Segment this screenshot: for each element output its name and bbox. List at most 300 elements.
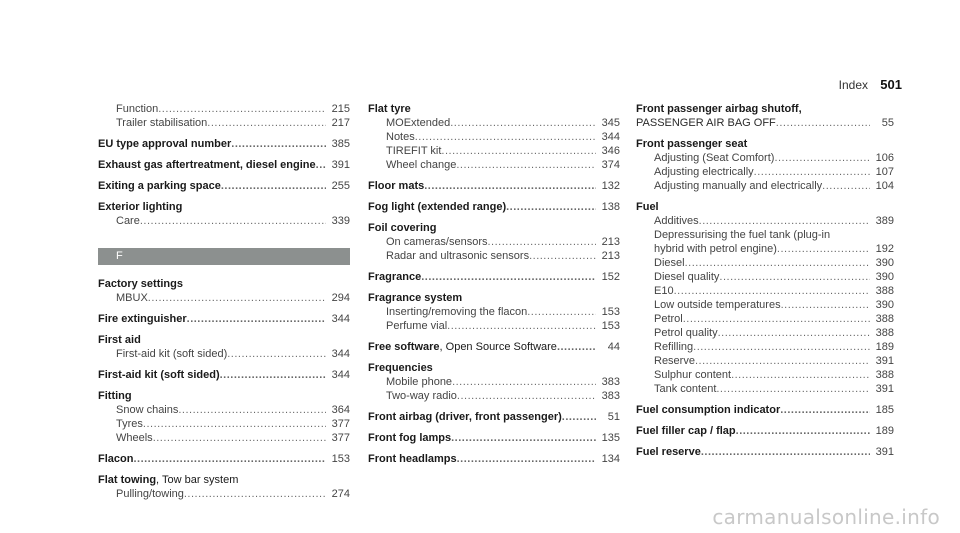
page-ref: 107 <box>875 166 894 178</box>
entry-term <box>636 116 776 130</box>
entry-term <box>116 116 207 130</box>
index-subentry <box>98 417 350 431</box>
entry-term-text: Tyres <box>116 418 143 430</box>
entry-term <box>98 200 182 214</box>
index-subentry <box>368 158 620 172</box>
index-subentry <box>368 235 620 249</box>
entry-term <box>636 403 780 417</box>
entry-term <box>654 298 781 312</box>
index-column-2 <box>368 102 620 466</box>
dot-leader <box>776 116 870 130</box>
entry-term-text: Tank content <box>654 383 717 395</box>
index-subentry <box>636 179 894 193</box>
entry-term-text: Radar and ultrasonic sensors <box>386 250 530 262</box>
index-entry <box>98 312 350 326</box>
entry-term-text: Exiting a parking space <box>98 180 221 192</box>
index-entry <box>368 221 620 235</box>
entry-term <box>654 354 695 368</box>
page-ref: 344 <box>601 131 620 143</box>
entry-term <box>98 137 231 151</box>
entry-term <box>636 102 802 116</box>
dot-leader <box>184 487 326 501</box>
entry-term <box>116 291 148 305</box>
entry-term-text: hybrid with petrol engine) <box>654 243 777 255</box>
dot-leader <box>178 403 326 417</box>
entry-term <box>386 116 450 130</box>
entry-term-text: Trailer stabilisation <box>116 117 208 129</box>
page-ref: 44 <box>607 341 620 353</box>
entry-term <box>368 270 421 284</box>
index-subentry <box>636 312 894 326</box>
entry-term <box>368 452 457 466</box>
entry-term <box>368 431 451 445</box>
page-ref: 391 <box>875 355 894 367</box>
dot-leader <box>822 179 870 193</box>
page-ref: 104 <box>875 180 894 192</box>
page-ref: 185 <box>875 404 894 416</box>
dot-leader <box>699 214 870 228</box>
entry-term <box>116 347 227 361</box>
entry-term-text: PASSENGER AIR BAG OFF <box>636 117 776 129</box>
index-column-3 <box>636 102 894 459</box>
dot-leader <box>683 312 870 326</box>
page-ref: 152 <box>601 271 620 283</box>
dot-leader <box>450 116 596 130</box>
entry-term <box>98 179 221 193</box>
watermark: carmanualsonline.info <box>712 505 940 529</box>
index-label: Index <box>838 78 868 92</box>
entry-term-text: Notes <box>386 131 415 143</box>
dot-leader <box>716 382 870 396</box>
page-ref: 388 <box>875 369 894 381</box>
entry-term-text: Free software <box>368 341 440 353</box>
entry-term <box>654 151 774 165</box>
index-subentry <box>98 214 350 228</box>
index-entry <box>98 473 350 487</box>
entry-term-text: Petrol <box>654 313 683 325</box>
page-ref: 374 <box>601 159 620 171</box>
page-ref: 390 <box>875 271 894 283</box>
entry-term-text: Function <box>116 103 159 115</box>
index-subentry <box>636 214 894 228</box>
entry-term <box>386 389 457 403</box>
page-ref: 294 <box>331 292 350 304</box>
entry-term <box>386 249 529 263</box>
index-subentry <box>636 242 894 256</box>
index-subentry <box>98 291 350 305</box>
index-entry <box>368 431 620 445</box>
entry-term-suffix: , Tow bar system <box>156 474 239 486</box>
entry-term <box>654 368 731 382</box>
index-entry <box>368 102 620 116</box>
dot-leader <box>153 431 326 445</box>
page-ref: 391 <box>331 159 350 171</box>
entry-term <box>386 235 487 249</box>
page-ref: 339 <box>331 215 350 227</box>
page-ref: 344 <box>331 369 350 381</box>
entry-term <box>654 165 754 179</box>
index-entry <box>636 445 894 459</box>
index-entry <box>368 179 620 193</box>
index-subentry <box>98 431 350 445</box>
dot-leader <box>506 200 596 214</box>
dot-leader <box>158 102 326 116</box>
page-ref: 153 <box>331 453 350 465</box>
index-entry <box>636 137 894 151</box>
page-ref: 344 <box>331 313 350 325</box>
page-ref: 132 <box>601 180 620 192</box>
index-subentry <box>636 228 894 242</box>
dot-leader <box>140 214 326 228</box>
index-subentry <box>98 487 350 501</box>
entry-term-text: Snow chains <box>116 404 179 416</box>
letter-band-label: F <box>116 250 123 262</box>
dot-leader <box>441 144 596 158</box>
entry-term-text: Inserting/removing the flacon <box>386 306 528 318</box>
index-subentry <box>368 389 620 403</box>
entry-term-text: Factory settings <box>98 278 183 290</box>
entry-term <box>368 200 506 214</box>
entry-term <box>368 361 433 375</box>
dot-leader <box>701 445 870 459</box>
entry-term-text: EU type approval number <box>98 138 232 150</box>
index-entry <box>98 389 350 403</box>
entries-e <box>98 102 350 228</box>
index-column-1 <box>98 102 350 501</box>
entry-term-text: Front passenger airbag shutoff, <box>636 103 802 115</box>
index-entry <box>636 403 894 417</box>
entry-term <box>116 431 153 445</box>
index-subentry <box>636 256 894 270</box>
page-ref: 377 <box>331 432 350 444</box>
entry-term-text: Fuel <box>636 201 659 213</box>
entry-term <box>116 487 184 501</box>
entry-term-text: Fog light (extended range) <box>368 201 507 213</box>
index-entry <box>368 452 620 466</box>
index-entry <box>98 368 350 382</box>
page-ref: 189 <box>875 425 894 437</box>
entries-f-3 <box>636 102 894 459</box>
index-entry <box>98 137 350 151</box>
entry-term <box>98 368 220 382</box>
entry-term-text: Mobile phone <box>386 376 453 388</box>
entry-term <box>654 179 822 193</box>
entry-term-text: Wheel change <box>386 159 457 171</box>
dot-leader <box>695 354 870 368</box>
entry-term-text: Flat towing <box>98 474 157 486</box>
page-ref: 138 <box>601 201 620 213</box>
index-subentry <box>368 249 620 263</box>
entry-term-text: Additives <box>654 215 699 227</box>
index-entry <box>368 340 620 354</box>
dot-leader <box>685 256 870 270</box>
entry-term-text: TIREFIT kit <box>386 145 442 157</box>
page-ref: 385 <box>331 138 350 150</box>
index-subentry <box>636 368 894 382</box>
page-ref: 364 <box>331 404 350 416</box>
dot-leader <box>220 368 326 382</box>
page-ref: 389 <box>875 215 894 227</box>
entry-term <box>386 158 456 172</box>
entry-term <box>98 312 187 326</box>
page-ref: 391 <box>875 383 894 395</box>
page-ref: 388 <box>875 285 894 297</box>
dot-leader <box>424 179 596 193</box>
dot-leader <box>781 298 870 312</box>
index-subentry <box>636 270 894 284</box>
index-entry <box>98 200 350 214</box>
index-subentry <box>98 116 350 130</box>
index-entry <box>98 179 350 193</box>
entry-term <box>368 102 411 116</box>
entry-term <box>654 382 716 396</box>
entry-term-text: First-aid kit (soft sided) <box>98 369 220 381</box>
index-subentry <box>636 326 894 340</box>
entry-term <box>386 130 415 144</box>
dot-leader <box>774 151 870 165</box>
entry-term <box>368 410 562 424</box>
page-ref: 344 <box>331 348 350 360</box>
index-entry <box>368 410 620 424</box>
entry-term <box>636 137 747 151</box>
entry-term <box>654 284 674 298</box>
page-ref: 153 <box>601 306 620 318</box>
dot-leader <box>452 375 596 389</box>
entry-term-text: Petrol quality <box>654 327 718 339</box>
entry-term-text: Fitting <box>98 390 132 402</box>
entry-term-text: Low outside temperatures <box>654 299 781 311</box>
entries-f <box>98 277 350 501</box>
dot-leader <box>487 235 596 249</box>
entry-term <box>98 158 316 172</box>
dot-leader <box>221 179 326 193</box>
entry-term <box>368 221 436 235</box>
page-ref: 153 <box>601 320 620 332</box>
page-ref: 390 <box>875 257 894 269</box>
entry-term <box>654 312 683 326</box>
index-subentry <box>636 298 894 312</box>
entry-term <box>98 473 238 487</box>
index-entry <box>368 200 620 214</box>
entry-term-text: MBUX <box>116 292 148 304</box>
entry-term-text: Perfume vial <box>386 320 448 332</box>
entry-term <box>116 403 178 417</box>
dot-leader <box>736 424 870 438</box>
dot-leader <box>316 158 326 172</box>
dot-leader <box>718 326 870 340</box>
entry-term-text: Fuel reserve <box>636 446 701 458</box>
index-entry <box>636 116 894 130</box>
entry-term-text: Fuel filler cap / flap <box>636 425 736 437</box>
entry-term <box>654 256 685 270</box>
entry-term-text: Diesel <box>654 257 685 269</box>
entry-term-text: Wheels <box>116 432 153 444</box>
entry-term <box>98 452 133 466</box>
entry-term-text: Care <box>116 215 140 227</box>
entry-term-text: Reserve <box>654 355 695 367</box>
dot-leader <box>133 452 326 466</box>
index-subentry <box>636 382 894 396</box>
page-ref: 106 <box>875 152 894 164</box>
entry-term <box>636 445 701 459</box>
page-ref: 255 <box>331 180 350 192</box>
entry-term-suffix: , Open Source Software <box>439 341 557 353</box>
entry-term <box>636 424 736 438</box>
page-ref: 55 <box>881 117 894 129</box>
page-ref: 135 <box>601 432 620 444</box>
entry-term <box>654 326 718 340</box>
page-ref: 390 <box>875 299 894 311</box>
index-entry <box>636 102 894 116</box>
entry-term-text: Refilling <box>654 341 694 353</box>
page-ref: 274 <box>331 488 350 500</box>
entry-term-text: Exhaust gas aftertreatment, diesel engine <box>98 159 316 171</box>
entry-term <box>368 340 557 354</box>
index-entry <box>368 361 620 375</box>
page-ref: 391 <box>875 446 894 458</box>
entry-term <box>654 228 830 242</box>
entry-term <box>386 144 441 158</box>
page-ref: 189 <box>875 341 894 353</box>
dot-leader <box>207 116 326 130</box>
index-subentry <box>636 165 894 179</box>
entry-term-text: Front airbag (driver, front passenger) <box>368 411 562 423</box>
dot-leader <box>148 291 326 305</box>
dot-leader <box>777 242 870 256</box>
entry-term <box>98 389 132 403</box>
dot-leader <box>451 431 596 445</box>
letter-band-f <box>98 248 350 265</box>
entry-term <box>636 200 659 214</box>
entry-term-text: First-aid kit (soft sided) <box>116 348 228 360</box>
dot-leader <box>227 347 326 361</box>
dot-leader <box>457 389 596 403</box>
entry-term <box>98 333 141 347</box>
entry-term <box>116 214 140 228</box>
dot-leader <box>456 158 596 172</box>
entry-term <box>368 291 462 305</box>
index-subentry <box>368 319 620 333</box>
page-ref: 345 <box>601 117 620 129</box>
dot-leader <box>415 130 596 144</box>
dot-leader <box>421 270 596 284</box>
page-number: 501 <box>880 77 902 92</box>
entry-term-text: E10 <box>654 285 674 297</box>
entry-term-text: Fragrance <box>368 271 422 283</box>
index-entry <box>368 291 620 305</box>
dot-leader <box>231 137 326 151</box>
index-subentry <box>368 144 620 158</box>
index-subentry <box>368 130 620 144</box>
page-ref: 383 <box>601 376 620 388</box>
index-entry <box>98 333 350 347</box>
page-ref: 346 <box>601 145 620 157</box>
entry-term-text: First aid <box>98 334 141 346</box>
entry-term <box>386 305 527 319</box>
dot-leader <box>187 312 326 326</box>
dot-leader <box>527 305 596 319</box>
page-ref: 51 <box>607 411 620 423</box>
page-ref: 213 <box>601 250 620 262</box>
index-subentry <box>368 116 620 130</box>
entry-term-text: Flat tyre <box>368 103 411 115</box>
dot-leader <box>731 368 870 382</box>
dot-leader <box>719 270 870 284</box>
entry-term-text: Depressurising the fuel tank (plug-in <box>654 229 831 241</box>
entry-term <box>116 417 143 431</box>
entry-term-text: Pulling/towing <box>116 488 184 500</box>
entry-term-text: Adjusting (Seat Comfort) <box>654 152 775 164</box>
entry-term-text: Foil covering <box>368 222 437 234</box>
entry-term <box>654 242 777 256</box>
page-ref: 215 <box>331 103 350 115</box>
index-entry <box>98 158 350 172</box>
dot-leader <box>457 452 596 466</box>
page-ref: 213 <box>601 236 620 248</box>
index-entry <box>636 200 894 214</box>
page-header <box>0 78 960 94</box>
index-entry <box>98 277 350 291</box>
entry-term <box>654 340 693 354</box>
index-entry <box>368 270 620 284</box>
entry-term-text: Fuel consumption indicator <box>636 404 781 416</box>
index-subentry <box>636 340 894 354</box>
entries-f-2 <box>368 102 620 466</box>
index-subentry <box>98 347 350 361</box>
page-ref: 388 <box>875 313 894 325</box>
entry-term-text: Sulphur content <box>654 369 732 381</box>
dot-leader <box>754 165 870 179</box>
dot-leader <box>447 319 596 333</box>
entry-term <box>116 102 158 116</box>
dot-leader <box>780 403 870 417</box>
entry-term-text: Adjusting electrically <box>654 166 754 178</box>
entry-term-text: Diesel quality <box>654 271 720 283</box>
entry-term-text: Fire extinguisher <box>98 313 187 325</box>
dot-leader <box>562 410 596 424</box>
dot-leader <box>674 284 870 298</box>
entry-term <box>98 277 183 291</box>
page-ref: 192 <box>875 243 894 255</box>
index-entry <box>98 452 350 466</box>
dot-leader <box>143 417 326 431</box>
entry-term-text: Exterior lighting <box>98 201 183 213</box>
entry-term-text: Frequencies <box>368 362 433 374</box>
dot-leader <box>529 249 596 263</box>
index-subentry <box>636 151 894 165</box>
index-subentry <box>98 403 350 417</box>
entry-term-text: Two-way radio <box>386 390 457 402</box>
index-entry <box>636 424 894 438</box>
entry-term <box>386 319 447 333</box>
dot-leader <box>557 340 596 354</box>
entry-term-text: Adjusting manually and electrically <box>654 180 823 192</box>
entry-term-text: MOExtended <box>386 117 451 129</box>
index-subentry <box>368 305 620 319</box>
page-ref: 134 <box>601 453 620 465</box>
entry-term-text: Fragrance system <box>368 292 463 304</box>
page-ref: 383 <box>601 390 620 402</box>
page-ref: 217 <box>331 117 350 129</box>
entry-term <box>386 375 452 389</box>
index-subentry <box>368 375 620 389</box>
entry-term-text: Front headlamps <box>368 453 457 465</box>
page-ref: 388 <box>875 327 894 339</box>
entry-term <box>654 270 719 284</box>
dot-leader <box>693 340 870 354</box>
page-ref: 377 <box>331 418 350 430</box>
entry-term-text: Front passenger seat <box>636 138 748 150</box>
